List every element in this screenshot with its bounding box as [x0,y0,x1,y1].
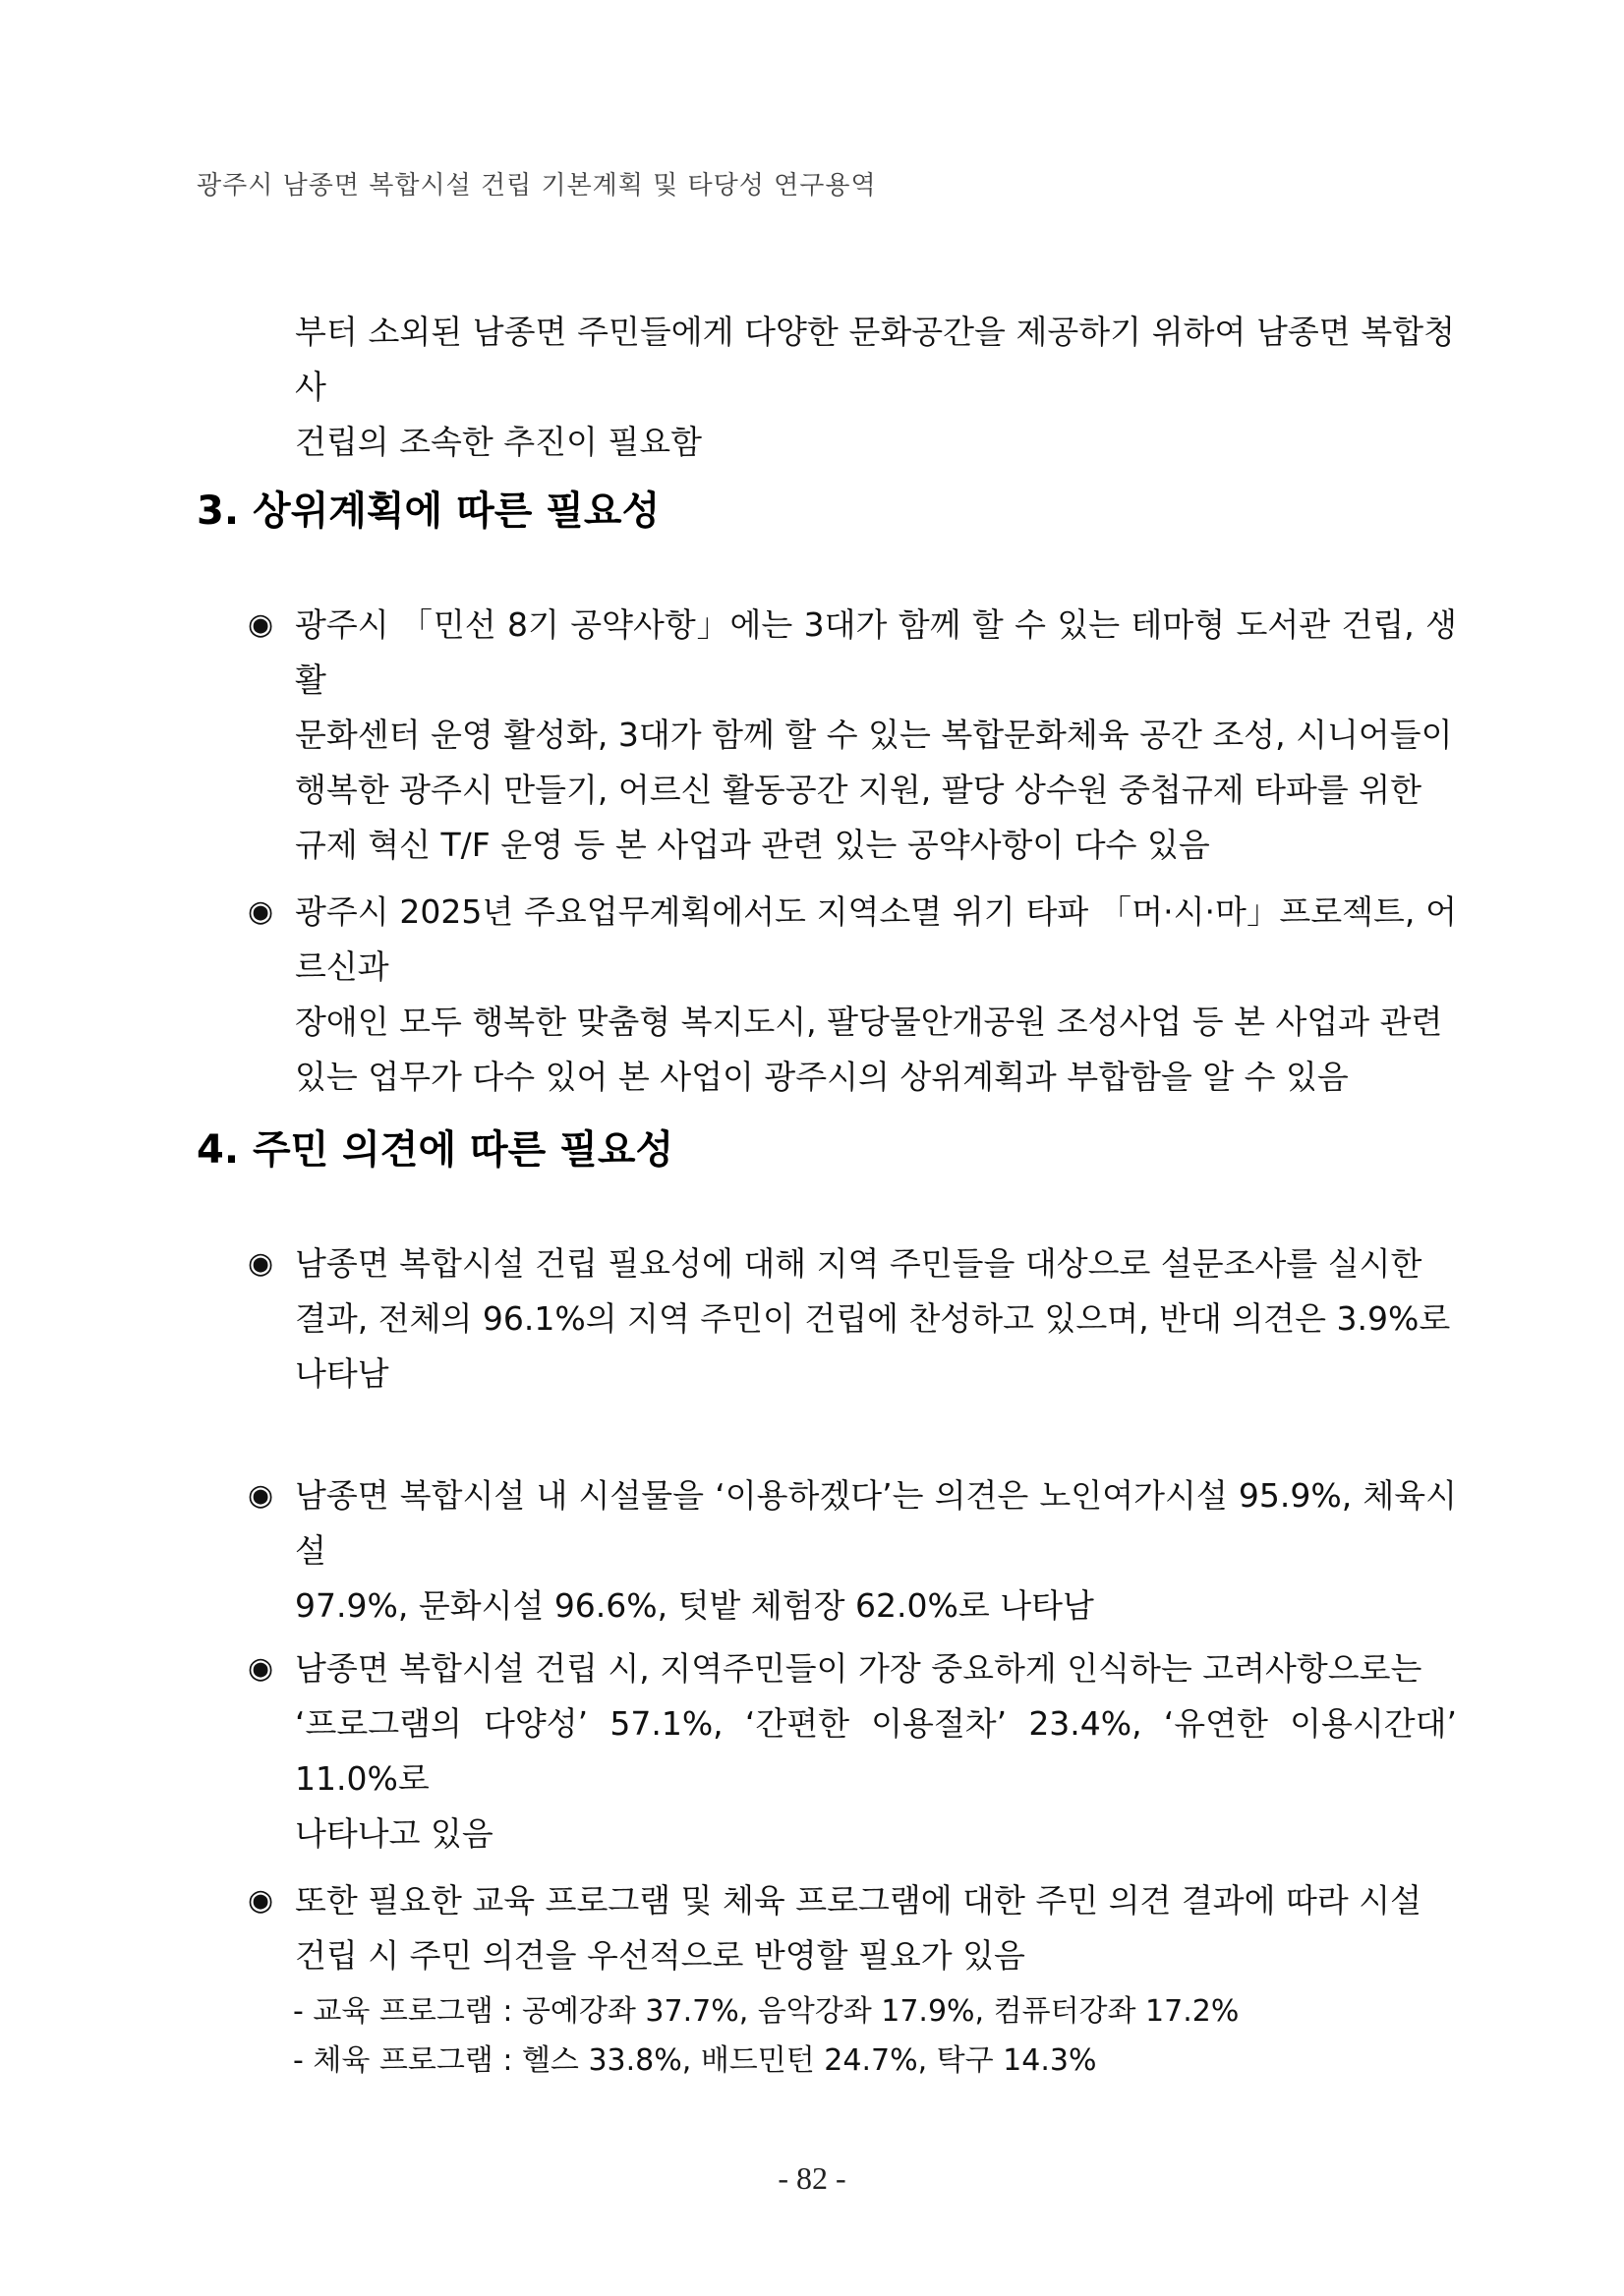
bullet-text [295,885,1457,1105]
section-4-bullet [248,1236,1457,1402]
section-3-bullet [248,885,1457,1105]
intro-line: 부터 소외된 남종면 주민들에게 다양한 문화공간을 제공하기 위하여 남종면 복합청사 [295,313,1455,406]
intro-line: 건립의 조속한 추진이 필요함 [295,423,703,461]
bullet-line: ‘프로그램의 다양성’ 57.1%, ‘간편한 이용절차’ 23.4%, ‘유연한 이용시간대’ 11.0%로 [295,1704,1457,1798]
bullet-text [295,598,1457,873]
bullet-line: 나타남 [295,1354,389,1393]
bullet-icon: ◉ [248,1651,274,1686]
bullet-line: 광주시 「민선 8기 공약사항」에는 3대가 함께 할 수 있는 테마형 도서관 건립, 생활 [295,605,1457,699]
intro-paragraph [295,305,1455,470]
bullet-line: 문화센터 운영 활성화, 3대가 함께 할 수 있는 복합문화체육 공간 조성, 시니어들이 [295,716,1453,754]
bullet-text [295,1468,1457,1634]
bullet-line: 있는 업무가 다수 있어 본 사업이 광주시의 상위계획과 부합함을 알 수 있음 [295,1058,1349,1096]
bullet-line: 장애인 모두 행복한 맞춤형 복지도시, 팔당물안개공원 조성사업 등 본 사업과 관련 [295,1003,1443,1041]
bullet-icon: ◉ [248,607,274,642]
bullet-text [295,1873,1457,1983]
bullet-icon: ◉ [248,894,274,929]
section-4-heading: 4. 주민 의견에 따른 필요성 [197,1127,674,1173]
bullet-line: 남종면 복합시설 건립 시, 지역주민들이 가장 중요하게 인식하는 고려사항으로는 [295,1649,1422,1688]
bullet-icon: ◉ [248,1883,274,1918]
bullet-line: 나타나고 있음 [295,1814,493,1853]
bullet-line: 남종면 복합시설 내 시설물을 ‘이용하겠다’는 의견은 노인여가시설 95.9%, 체육시설 [295,1476,1457,1570]
section-4-bullet [248,1468,1457,1634]
bullet-line: 규제 혁신 T/F 운영 등 본 사업과 관련 있는 공약사항이 다수 있음 [295,826,1210,864]
sub-item-sports: - 체육 프로그램 : 헬스 33.8%, 배드민턴 24.7%, 탁구 14.3% [293,2043,1097,2078]
section-4-bullet [248,1873,1457,1983]
bullet-text [295,1236,1457,1402]
section-3-heading: 3. 상위계획에 따른 필요성 [197,488,661,534]
document-header: 광주시 남종면 복합시설 건립 기본계획 및 타당성 연구용역 [197,171,877,201]
bullet-line: 행복한 광주시 만들기, 어르신 활동공간 지원, 팔당 상수원 중첩규제 타파를 위한 [295,771,1421,809]
bullet-line: 97.9%, 문화시설 96.6%, 텃밭 체험장 62.0%로 나타남 [295,1586,1094,1625]
page-number: - 82 - [778,2160,846,2196]
section-3-bullet [248,598,1457,873]
bullet-text [295,1641,1457,1862]
sub-item-education: - 교육 프로그램 : 공예강좌 37.7%, 음악강좌 17.9%, 컴퓨터강좌 17.2% [293,1994,1240,2029]
bullet-line: 또한 필요한 교육 프로그램 및 체육 프로그램에 대한 주민 의견 결과에 따라 시설 [295,1881,1421,1920]
bullet-line: 결과, 전체의 96.1%의 지역 주민이 건립에 찬성하고 있으며, 반대 의견은 3.9%로 [295,1299,1451,1338]
bullet-line: 남종면 복합시설 건립 필요성에 대해 지역 주민들을 대상으로 설문조사를 실시한 [295,1244,1422,1283]
bullet-icon: ◉ [248,1246,274,1281]
bullet-icon: ◉ [248,1478,274,1513]
bullet-line: 건립 시 주민 의견을 우선적으로 반영할 필요가 있음 [295,1936,1025,1975]
section-4-bullet [248,1641,1457,1862]
bullet-line: 광주시 2025년 주요업무계획에서도 지역소멸 위기 타파 「머·시·마」프로젝트, 어르신과 [295,892,1457,986]
